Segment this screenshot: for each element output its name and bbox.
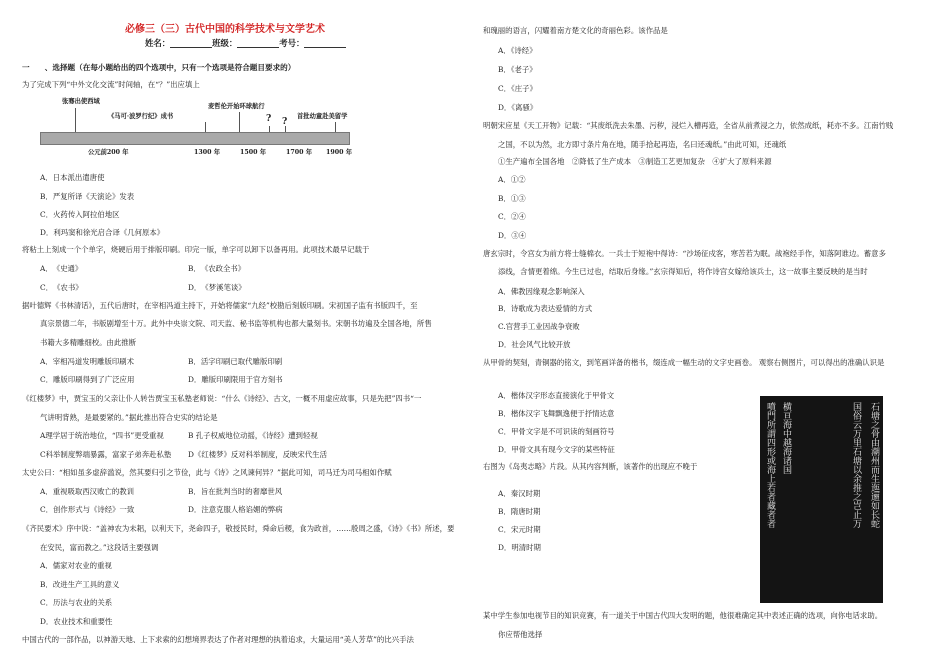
option-line: A．宰相冯道发明雕版印刷术 [40, 357, 135, 366]
option-line: B． 《农政全书》 [188, 264, 246, 273]
option-line: A．《诗经》 [498, 46, 537, 55]
year-label-1300: 1300 年 [194, 149, 221, 156]
question-line: 和瑰丽的语言，闪耀着南方楚文化的奇丽色彩。该作品是 [483, 26, 668, 35]
tick-magellan [239, 112, 240, 133]
option-line: B．楷体汉字飞舞飘逸便于抒情达意 [498, 409, 615, 418]
option-line: C．创作形式与《诗经》一致 [40, 505, 135, 514]
question-line: 气讲明背熟，是最要紧的。”据此推出符合史实的结论是 [40, 413, 218, 422]
question-line: 太史公曰：“相如虽多虚辞滥说，然其要归引之节俭，此与《诗》之风谏何异？”据此可知，司马迁为司马相如作赋 [22, 468, 392, 477]
name-label: 姓名： [145, 38, 171, 48]
option-line: D．明清时期 [498, 543, 541, 552]
question-line: ①生产遍布全国各地 ②降低了生产成本 ③制造工艺更加复杂 ④扩大了原料来源 [498, 157, 772, 166]
class-label: 班级： [212, 38, 238, 48]
class-blank[interactable] [237, 39, 279, 48]
timeline-question: 为了完成下列“中外文化交流”时间轴，在“？”出应填上 [22, 80, 200, 89]
option-line: C.官营手工业因战争衰败 [498, 322, 580, 331]
question-line: 某中学生参加电视节目的知识竞赛，有一道关于中国古代四大发明的题，他很难确定其中表述正确的选项，向你电话求助。 [483, 611, 883, 620]
number-label: 考号： [279, 38, 305, 48]
question-line: 真宗景德二年，书版剧增至十万。此外中央崇文院、司天监、秘书监等机构也都大量刻书。宋朝书坊遍及全国各地，所售 [40, 319, 432, 328]
option-line: B．改进生产工具的意义 [40, 580, 120, 589]
option-line: C．宋元时期 [498, 525, 541, 534]
student-info [145, 38, 346, 48]
question-line: 将粘土上刻成一个个单字，烧硬后用于排版印刷。印完一版，单字可以卸下以备再用。此项技术最早记载于 [22, 245, 370, 254]
timeline-label-zhang-qian: 张骞出使西域 [62, 98, 100, 105]
option-line: B．活字印刷已取代雕版印刷 [188, 357, 283, 366]
year-label-1900: 1900 年 [326, 149, 353, 156]
option-line: A．秦汉时期 [498, 489, 541, 498]
option-line: C．甲骨文字是不可识读的刻画符号 [498, 427, 615, 436]
question-line: 之国，不以为然，北方即寸条片角在地，随手拾起再造，名曰还魂纸。”由此可知，还魂纸 [498, 140, 787, 149]
option-line: C．雕版印刷得到了广泛应用 [40, 375, 135, 384]
year-label-1700: 1700 年 [286, 149, 313, 156]
historical-text-image [760, 396, 883, 603]
option-line: D．利玛窦和徐光启合译《几何原本》 [40, 228, 165, 237]
option-line: B 孔子权威地位动摇，《诗经》遭到轻视 [188, 431, 318, 440]
question-line: 你应帮他选择 [498, 630, 543, 639]
option-line: D． 《梦溪笔谈》 [188, 283, 246, 292]
option-line: D．注意克服人格谄媚的弊病 [188, 505, 283, 514]
page-title: 必修三（三）古代中国的科学技术与文学艺术 [125, 24, 325, 35]
option-line: B．隋唐时期 [498, 507, 541, 516]
question-line: 《齐民要术》序中说：“盖神农为未耜，以利天下，尧命四子，敬授民时，舜命后稷，食为政首，……殷周之盛，《诗》《书》所述，要 [22, 524, 455, 533]
question-line: 从甲骨的契刻，青铜器的铭文，到笔画详备的楷书，缀连成一幅生动的文字史画卷。 观察右侧图片，可以得出的准确认识是 [483, 358, 885, 367]
question-line: 在安民，富而教之。”这段话主要强调 [40, 543, 159, 552]
option-line: B．①③ [498, 194, 526, 203]
option-line: D．社会风气比较开放 [498, 340, 571, 349]
option-line: C． 《农书》 [40, 283, 83, 292]
option-line: B．《老子》 [498, 65, 537, 74]
option-line: C．②④ [498, 212, 526, 221]
option-line: D．雕版印刷限用于官方刻书 [188, 375, 283, 384]
option-line: C．火药传入阿拉伯地区 [40, 210, 120, 219]
option-line: C科举制度弊端暴露，富家子弟奔赴私塾 [40, 450, 172, 459]
timeline-question-mark-1: ? [266, 114, 272, 124]
question-line: 唐玄宗时，令宫女为前方将士缝棉衣。一兵士于短袍中得诗：“沙场征戍客，寒苦若为眠。战袍经手作，知落阿谁边。蓄意多 [483, 249, 886, 258]
timeline-question-mark-2: ? [282, 117, 288, 127]
question-line: 右图为《岛夷志略》片段。从其内容判断，该著作的出现应不晚于 [483, 462, 698, 471]
question-line: 《红楼梦》中，贾宝玉的父亲让仆人转告贾宝玉私塾老师说：“什么《诗经》、古文，一概不用虚应故事，只是先把”四书“一 [22, 394, 422, 403]
question-line: 书籍大多精雕细校。由此推断 [40, 338, 137, 347]
option-line: D《红楼梦》反对科举制度，反映宋代生活 [188, 450, 327, 459]
option-line: A．佛教因缘观念影响深入 [498, 287, 585, 296]
option-line: C．历法与农业的关系 [40, 598, 113, 607]
option-line: A．重视吸取西汉败亡的教训 [40, 487, 135, 496]
option-line: A．日本派出遣唐使 [40, 173, 105, 182]
number-blank[interactable] [304, 39, 346, 48]
option-line: B．旨在批判当时的奢靡世风 [188, 487, 283, 496]
name-blank[interactable] [170, 39, 212, 48]
option-line: D．甲骨文具有现今文字的某些特征 [498, 445, 615, 454]
option-line: B．严复所译《天演论》发表 [40, 192, 135, 201]
option-line: B．诗歌成为表达爱情的方式 [498, 304, 593, 313]
image-text-column: 石塘之骨由潮州而生迤逦如长蛇 [869, 402, 879, 528]
image-text-column: 横亘海中越海诸国 [781, 402, 791, 474]
question-line: 中国古代的一部作品，以神游天地、上下求索的幻想境界表达了作者对理想的执着追求，大量运用“美人芳草”的比兴手法 [22, 635, 414, 644]
timeline-bar [40, 132, 350, 145]
question-line: 添线，含情更着绵。今生已过也，结取后身缘。”玄宗得知后，将作诗宫女嫁给该兵士，这一故事主要反映的是当时 [498, 267, 868, 276]
question-line: 明朝宋应星《天工开物》记载：“其废纸洗去朱墨、污秽，浸烂入槽再造，全省从前煮浸之力，依然成纸，耗亦不多。江南竹贱 [483, 121, 894, 130]
timeline-label-marco-polo: 《马可·波罗行纪》成书 [108, 113, 174, 120]
option-line: A．①② [498, 175, 526, 184]
option-line: A．楷体汉字形态直接演化于甲骨文 [498, 391, 615, 400]
option-line: C．《庄子》 [498, 84, 537, 93]
year-label-200bc: 公元前200 年 [88, 149, 129, 156]
option-line: A理学居于统治地位，“四书”更受重视 [40, 431, 164, 440]
timeline-label-magellan: 麦哲伦开始环球航行 [208, 103, 265, 110]
image-text-column: 国俗云万里石塘以余推之岂止万 [851, 402, 861, 528]
year-label-1500: 1500 年 [240, 149, 267, 156]
option-line: D．《离骚》 [498, 103, 538, 112]
option-line: A． 《史通》 [40, 264, 83, 273]
timeline-label-students: 首批幼童赴美留学 [297, 113, 348, 120]
section-heading: 一 、选择题（在每小题给出的四个选项中，只有一个选项是符合题目要求的） [22, 63, 296, 72]
option-line: D．③④ [498, 231, 527, 240]
image-text-column: 噴門所謂四形或海上若者藏者者 [765, 402, 775, 528]
option-line: D．农业技术和重要性 [40, 617, 113, 626]
option-line: A．儒家对农业的重视 [40, 561, 112, 570]
tick-zhang [75, 108, 76, 133]
question-line: 据叶德辉《书林清话》，五代后唐时，在宰相冯道主持下，开始将儒家“九经”校勘后刻版印刷。宋初国子监有书版四千，至 [22, 301, 418, 310]
